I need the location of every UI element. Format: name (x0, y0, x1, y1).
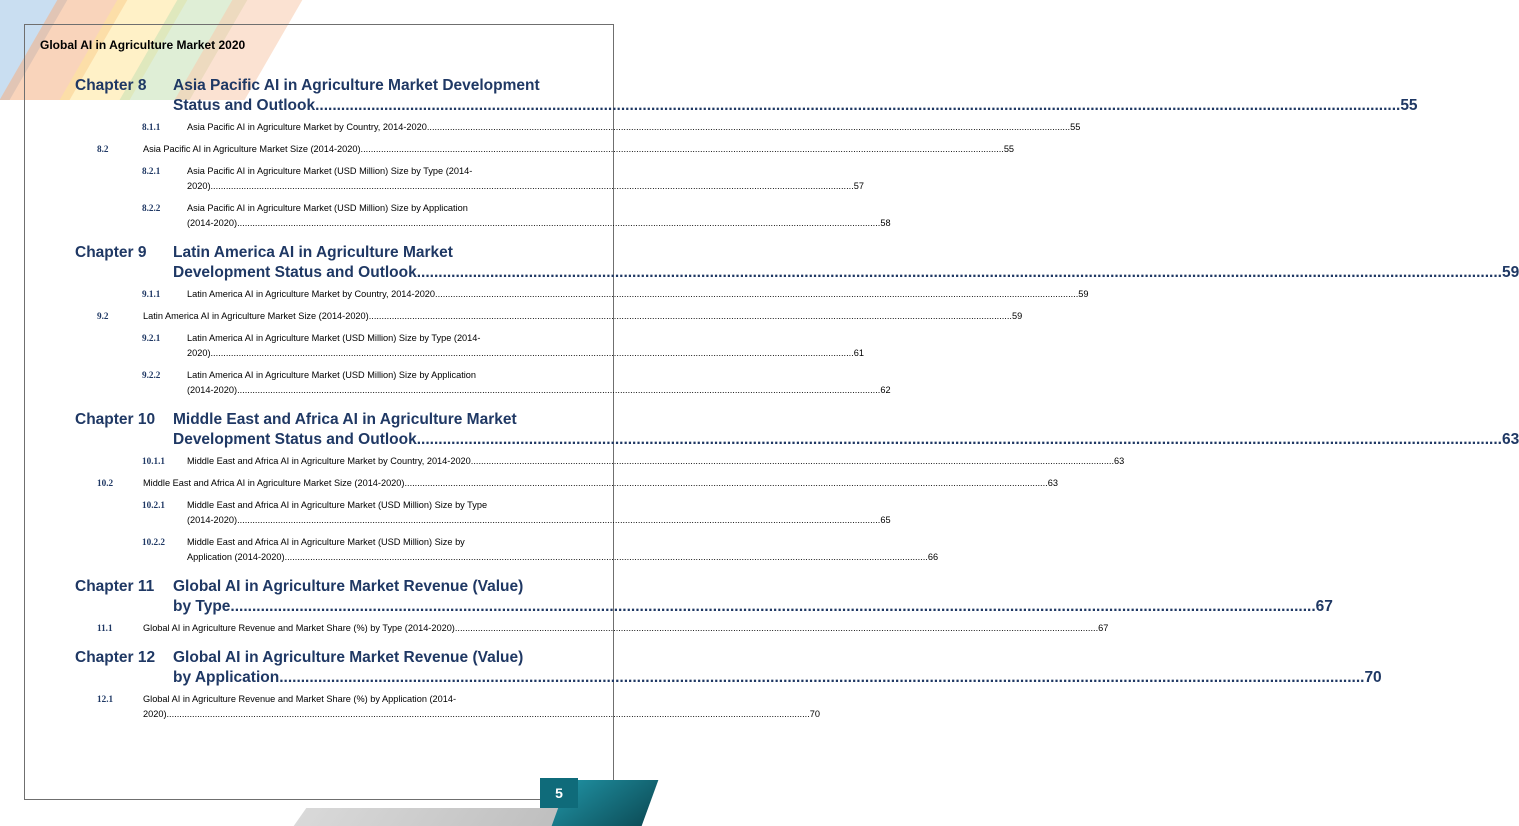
chapter-number: Chapter 11 (75, 578, 155, 595)
chapter-page: 55 (1400, 97, 1418, 114)
toc-entry[interactable] (75, 287, 1089, 302)
entry-title: Asia Pacific AI in Agriculture Market (USD Million) Size by Type (2014- (187, 166, 473, 176)
page-number: 5 (540, 778, 578, 808)
entry-title-cont: (2014-2020) (187, 218, 238, 228)
entry-page: 62 (880, 385, 891, 395)
entry-page: 57 (853, 181, 864, 191)
entry-title: Asia Pacific AI in Agriculture Market (USD Million) Size by Application (187, 203, 468, 213)
toc-chapter[interactable] (75, 410, 1519, 450)
toc-chapter[interactable] (75, 76, 1418, 116)
entry-number: 9.1.1 (142, 289, 161, 299)
chapter-number: Chapter 10 (75, 411, 156, 428)
toc-entry[interactable] (75, 309, 1023, 324)
chapter-number: Chapter 9 (75, 244, 147, 261)
leader-dots (361, 142, 1004, 157)
toc-entry[interactable] (75, 368, 891, 398)
entry-page: 59 (1078, 289, 1089, 299)
chapter-title: Asia Pacific AI in Agriculture Market Development (173, 77, 540, 94)
entry-page: 58 (880, 218, 891, 228)
toc-entry[interactable] (75, 201, 891, 231)
chapter-page: 70 (1364, 669, 1382, 686)
leader-dots (471, 454, 1114, 469)
entry-title-cont: 2020) (187, 181, 211, 191)
chapter-title-cont: by Type (173, 598, 231, 615)
entry-title-cont: (2014-2020) (187, 385, 238, 395)
entry-title: Global AI in Agriculture Revenue and Market Share (%) by Type (2014-2020) (143, 623, 455, 633)
entry-number: 9.2.2 (142, 370, 161, 380)
chapter-page: 67 (1315, 598, 1333, 615)
entry-number: 10.2 (97, 478, 114, 488)
entry-page: 66 (927, 552, 939, 562)
entry-number: 10.2.2 (142, 537, 165, 547)
toc-chapter[interactable] (75, 577, 1333, 617)
toc-entry[interactable] (75, 142, 1015, 157)
leader-dots (455, 621, 1098, 636)
entry-title: Middle East and Africa AI in Agriculture Market (USD Million) Size by (187, 537, 465, 547)
entry-page: 65 (880, 515, 891, 525)
leader-dots (285, 550, 928, 565)
document-header: Global AI in Agriculture Market 2020 (40, 38, 246, 52)
leader-dots (417, 430, 1502, 450)
entry-title: Middle East and Africa AI in Agriculture Market (USD Million) Size by Type (187, 500, 488, 510)
entry-title: Latin America AI in Agriculture Market (USD Million) Size by Application (187, 370, 477, 380)
entry-page: 67 (1098, 623, 1109, 633)
toc-entry[interactable] (75, 535, 939, 565)
leader-dots (237, 513, 880, 528)
leader-dots (369, 309, 1012, 324)
entry-title: Latin America AI in Agriculture Market Size (2014-2020) (143, 311, 369, 321)
entry-number: 8.1.1 (142, 122, 161, 132)
entry-number: 10.1.1 (142, 456, 165, 466)
chapter-title: Middle East and Africa AI in Agriculture Market (173, 411, 517, 428)
chapter-title-cont: Development Status and Outlook (173, 431, 417, 448)
chapter-number: Chapter 8 (75, 77, 147, 94)
chapter-title-cont: Development Status and Outlook (173, 264, 417, 281)
entry-number: 11.1 (97, 623, 113, 633)
toc-entry[interactable] (75, 164, 864, 194)
entry-number: 12.1 (97, 694, 114, 704)
entry-title: Middle East and Africa AI in Agriculture Market by Country, 2014-2020 (187, 456, 471, 466)
entry-page: 59 (1011, 311, 1023, 321)
leader-dots (435, 287, 1078, 302)
leader-dots (230, 597, 1315, 617)
entry-number: 9.2 (97, 311, 109, 321)
chapter-title-cont: Status and Outlook (173, 97, 316, 114)
chapter-number: Chapter 12 (75, 649, 156, 666)
entry-number: 9.2.1 (142, 333, 161, 343)
entry-title: Latin America AI in Agriculture Market (USD Million) Size by Type (2014- (187, 333, 481, 343)
entry-number: 8.2.1 (142, 166, 161, 176)
chapter-title-cont: by Application (173, 669, 280, 686)
toc-entry[interactable] (75, 120, 1081, 135)
toc-entry[interactable] (75, 331, 864, 361)
entry-page: 55 (1003, 144, 1015, 154)
leader-dots (211, 179, 854, 194)
leader-dots (315, 96, 1400, 116)
toc-chapter[interactable] (75, 648, 1382, 688)
entry-title: Global AI in Agriculture Revenue and Market Share (%) by Application (2014- (143, 694, 457, 704)
entry-title: Latin America AI in Agriculture Market by Country, 2014-2020 (187, 289, 436, 299)
entry-title: Asia Pacific AI in Agriculture Market by Country, 2014-2020 (187, 122, 427, 132)
entry-number: 8.2.2 (142, 203, 161, 213)
leader-dots (211, 346, 854, 361)
entry-title-cont: 2020) (143, 709, 167, 719)
toc-entry[interactable] (75, 498, 891, 528)
entry-title-cont: Application (2014-2020) (187, 552, 285, 562)
leader-dots (237, 383, 880, 398)
leader-dots (427, 120, 1070, 135)
leader-dots (404, 476, 1047, 491)
chapter-title: Global AI in Agriculture Market Revenue (Value) (173, 578, 524, 595)
toc-entry[interactable] (75, 692, 820, 722)
entry-page: 61 (853, 348, 864, 358)
entry-title: Middle East and Africa AI in Agriculture Market Size (2014-2020) (143, 478, 405, 488)
entry-page: 55 (1070, 122, 1081, 132)
toc-entry[interactable] (75, 454, 1125, 469)
entry-number: 8.2 (97, 144, 109, 154)
footer-decoration (294, 808, 567, 826)
entry-title: Asia Pacific AI in Agriculture Market Size (2014-2020) (143, 144, 361, 154)
leader-dots (417, 263, 1502, 283)
entry-page: 63 (1047, 478, 1058, 488)
entry-title-cont: (2014-2020) (187, 515, 238, 525)
leader-dots (279, 668, 1364, 688)
entry-number: 10.2.1 (142, 500, 165, 510)
chapter-page: 63 (1501, 431, 1519, 448)
toc-entry[interactable] (75, 476, 1058, 491)
leader-dots (167, 707, 810, 722)
table-of-contents (75, 76, 1519, 729)
leader-dots (237, 216, 880, 231)
chapter-title: Latin America AI in Agriculture Market (173, 244, 453, 261)
chapter-page: 59 (1501, 264, 1519, 281)
entry-page: 70 (809, 709, 820, 719)
toc-entry[interactable] (75, 621, 1109, 636)
toc-chapter[interactable] (75, 243, 1519, 283)
entry-title-cont: 2020) (187, 348, 211, 358)
chapter-title: Global AI in Agriculture Market Revenue (Value) (173, 649, 524, 666)
entry-page: 63 (1114, 456, 1125, 466)
